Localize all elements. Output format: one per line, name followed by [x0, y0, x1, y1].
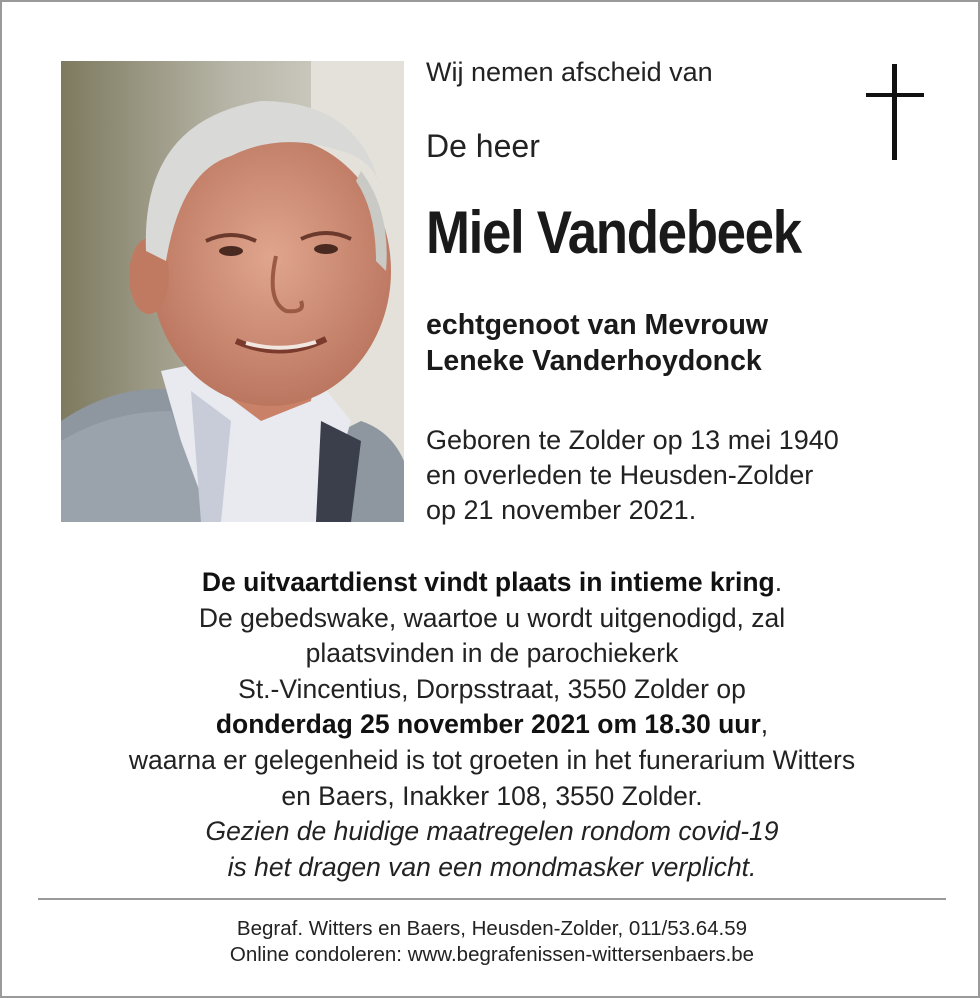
service-line-6: waarna er gelegenheid is tot groeten in het funerarium Witters — [128, 744, 856, 775]
bio-line-1: Geboren te Zolder op 13 mei 1940 — [426, 425, 839, 455]
service-line-2: De gebedswake, waartoe u wordt uitgenodigd, zal — [198, 602, 786, 633]
service-line-3: plaatsvinden in de parochiekerk — [305, 638, 679, 669]
bio-line-3: op 21 november 2021. — [426, 495, 697, 525]
footer-condolence-link[interactable]: Online condoleren: www.begrafenissen-wittersenbaers.be — [229, 943, 755, 966]
service-details — [42, 565, 942, 885]
footer — [42, 916, 942, 968]
deceased-name: Miel Vandebeek — [426, 199, 801, 266]
bio-line-2: en overleden te Heusden-Zolder — [426, 460, 814, 490]
spouse-info — [426, 307, 768, 379]
footer-funeral-home: Begraf. Witters en Baers, Heusden-Zolder, 011/53.64.59 — [236, 917, 748, 940]
divider — [38, 898, 946, 900]
portrait-photo — [61, 61, 404, 522]
salutation: De heer — [426, 128, 540, 164]
spouse-line-2: Leneke Vanderhoydonck — [426, 345, 762, 377]
service-line-5: donderdag 25 november 2021 om 18.30 uur, — [215, 709, 769, 740]
service-line-9: is het dragen van een mondmasker verplicht. — [227, 851, 757, 882]
intro-text: Wij nemen afscheid van — [426, 57, 713, 87]
birth-death-info — [426, 423, 839, 528]
spouse-line-1: echtgenoot van Mevrouw — [426, 309, 769, 341]
cross-icon — [866, 64, 924, 160]
service-line-8: Gezien de huidige maatregelen rondom covid-19 — [205, 816, 779, 847]
service-line-4: St.-Vincentius, Dorpsstraat, 3550 Zolder op — [238, 673, 746, 704]
service-line-1: De uitvaartdienst vindt plaats in intieme kring. — [201, 567, 783, 597]
service-line-7: en Baers, Inakker 108, 3550 Zolder. — [281, 780, 703, 811]
